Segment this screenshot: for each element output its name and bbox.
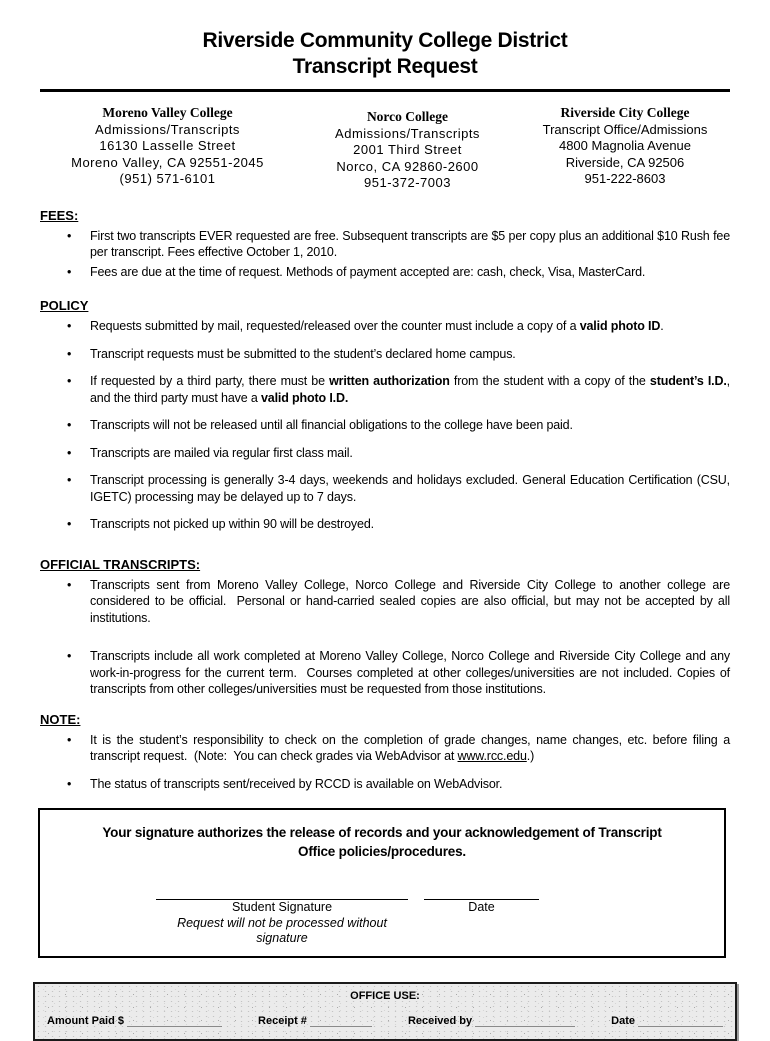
college-address-line: 2001 Third Street: [353, 142, 462, 157]
student-signature-label: Student Signature: [231, 900, 333, 914]
received-by-blank: [475, 1018, 575, 1027]
title-divider: [40, 89, 730, 92]
college-address-line: 16130 Lasselle Street: [99, 138, 236, 153]
bullet-item: [90, 318, 730, 335]
college-address-line: Norco, CA 92860-2600: [336, 158, 479, 174]
office-date-label: Date: [611, 1015, 635, 1027]
receipt-number-field: [258, 1015, 372, 1027]
signature-row: [156, 888, 706, 946]
bullet-text: valid photo ID: [579, 319, 661, 333]
college-addresses: [40, 105, 730, 192]
policy-bullet-list: [40, 318, 730, 533]
amount-paid-field: [47, 1015, 222, 1027]
bullet-text: Transcripts not picked up within 90 will be destroyed.: [90, 517, 374, 531]
signature-warning: Request will not be processed without signature: [177, 916, 387, 945]
section-policy: [40, 298, 730, 533]
college-phone: (951) 571-6101: [119, 171, 216, 186]
bullet-item: [90, 648, 730, 698]
bullet-text: First two transcripts EVER requested are free. Subsequent transcripts are $5 per copy plus an additional $10 Rush fee per transcript. Fees effective October 1, 2010.: [90, 228, 730, 259]
bullet-item: [90, 417, 730, 434]
section-official-transcripts: [40, 557, 730, 698]
bullet-text: .: [660, 319, 664, 333]
section-note: [40, 712, 730, 793]
official-bullet-list: [40, 577, 730, 698]
college-name: Moreno Valley College: [102, 105, 233, 120]
bullet-item: [90, 264, 730, 281]
bullet-item: [90, 516, 730, 533]
college-name: Norco College: [366, 109, 449, 124]
college-block-moreno-valley: [40, 105, 295, 192]
bullet-text: Transcript processing is generally 3-4 days, weekends and holidays excluded. General Education Certification (CSU, IGETC) processing may be delayed up to 7 days.: [90, 473, 730, 504]
date-label: Date: [468, 900, 495, 914]
bullet-item: [90, 472, 730, 505]
bullet-item: [90, 346, 730, 363]
bullet-text: Transcripts sent from Moreno Valley College, Norco College and Riverside City College to another college are considered to be official. Personal or hand-carried sealed copies are also official, but may not be accepted by all institutions.: [90, 577, 730, 625]
bullet-item: [90, 732, 730, 765]
college-address-line: 4800 Magnolia Avenue: [558, 138, 692, 153]
page-title-line1: Riverside Community College District: [202, 29, 568, 52]
bullet-text: Transcript requests must be submitted to the student’s declared home campus.: [90, 346, 516, 361]
bullet-item: [90, 776, 730, 793]
bullet-text: written authorization: [329, 374, 450, 388]
college-name: Riverside City College: [560, 105, 690, 120]
received-by-field: [408, 1015, 575, 1027]
college-address-line: Moreno Valley, CA 92551-2045: [71, 154, 264, 170]
date-line: [424, 888, 539, 900]
bullet-text: Transcripts are mailed via regular first class mail.: [90, 445, 353, 460]
bullet-item: [90, 373, 730, 406]
bullet-text: The status of transcripts sent/received by RCCD is available on WebAdvisor.: [90, 776, 503, 791]
student-signature-line: [156, 888, 408, 900]
college-address-line: Admissions/Transcripts: [95, 121, 240, 137]
college-phone: 951-222-8603: [584, 171, 666, 186]
bullet-text: Transcripts include all work completed at Moreno Valley College, Norco College and Riverside City College and any work-in-progress for the current term. Courses completed at other colleges/universities are not included. Copies of transcripts from other colleges/universities must be requested from those institutions.: [90, 649, 730, 696]
amount-paid-label: Amount Paid $: [47, 1015, 125, 1027]
policy-heading: POLICY: [40, 298, 89, 313]
bullet-item: [90, 228, 730, 261]
bullet-text: , and the third party must have a: [90, 374, 730, 405]
bullet-text: from the student with a copy of the: [449, 374, 650, 388]
office-use-fields: [47, 1015, 723, 1027]
office-date-field: [611, 1015, 723, 1027]
date-field: [424, 888, 539, 946]
bullet-text: student’s I.D.: [649, 374, 727, 388]
bullet-text: .): [526, 749, 535, 763]
fees-bullet-list: [40, 228, 730, 281]
college-address-line: Riverside, CA 92506: [565, 154, 685, 170]
note-bullet-list: [40, 732, 730, 793]
signature-authorization-box: [38, 808, 726, 958]
office-date-blank: [638, 1018, 723, 1027]
signature-statement: Your signature authorizes the release of records and your acknowledgement of Transcript Office policies/procedures.: [102, 825, 662, 859]
fees-heading: FEES:: [40, 207, 79, 223]
bullet-text: Requests submitted by mail, requested/released over the counter must include a copy of a: [90, 319, 580, 333]
received-by-label: Received by: [407, 1015, 473, 1027]
rcc-url: www.rcc.edu: [457, 749, 527, 763]
section-fees: [40, 208, 730, 281]
page-title-line2: Transcript Request: [292, 55, 478, 78]
receipt-number-blank: [310, 1018, 372, 1027]
official-transcripts-heading: OFFICIAL TRANSCRIPTS:: [40, 556, 201, 572]
bullet-text: Fees are due at the time of request. Methods of payment accepted are: cash, check, Visa, MasterCard.: [90, 264, 646, 279]
bullet-text: If requested by a third party, there must be: [90, 374, 330, 388]
amount-paid-blank: [127, 1018, 222, 1027]
office-use-title: OFFICE USE:: [350, 990, 420, 1002]
college-address-line: Transcript Office/Admissions: [542, 121, 708, 137]
bullet-item: [90, 445, 730, 462]
bullet-text: Transcripts will not be released until all financial obligations to the college have been paid.: [90, 418, 573, 432]
bullet-text: valid photo I.D.: [261, 390, 349, 405]
bullet-item: [90, 577, 730, 627]
college-address-line: Admissions/Transcripts: [335, 125, 480, 141]
college-block-norco: [300, 105, 515, 192]
student-signature-field: [156, 888, 408, 946]
college-block-riverside-city: [520, 105, 730, 192]
receipt-number-label: Receipt #: [258, 1015, 307, 1027]
college-phone: 951-372-7003: [364, 175, 451, 190]
note-heading: NOTE:: [40, 711, 81, 727]
office-use-box: [33, 982, 737, 1041]
bullet-text: It is the student’s responsibility to check on the completion of grade changes, name changes, etc. before filing a transcript request. (Note: You can check grades via WebAdvisor at: [90, 732, 730, 763]
